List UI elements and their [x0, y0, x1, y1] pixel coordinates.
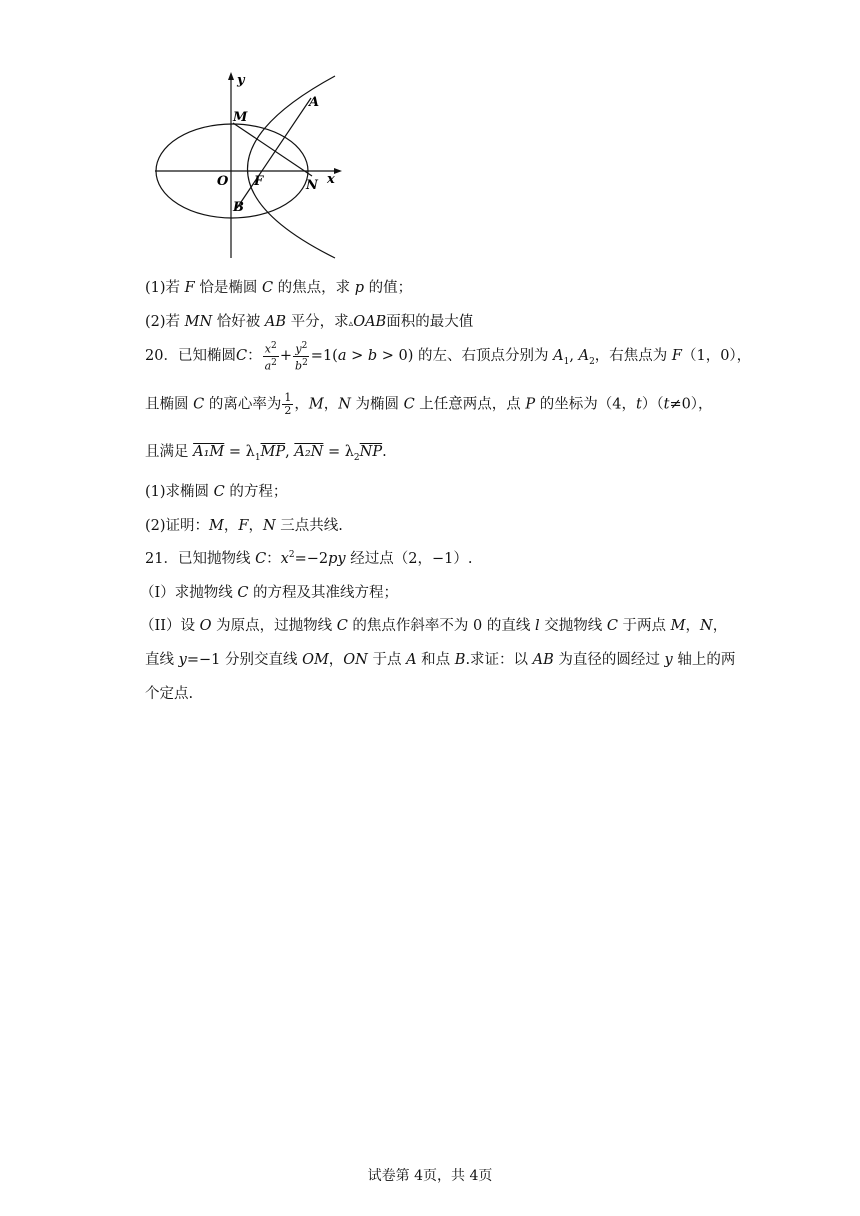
- q20-part1: (1)求椭圆 C 的方程；: [145, 484, 288, 500]
- fraction-y2-b2: $\frac{y^2}{b^2}$: [295, 341, 308, 373]
- label-b: B: [233, 200, 244, 215]
- q20-line3: 且满足 $A_1M = \lambda_1\overline{MP}$, $A_2N = \lambda_2\overline{NP}$.: [145, 444, 387, 463]
- q21-part2-line1: （II）设 O 为原点，过抛物线 C 的焦点作斜率不为 0 的直线 l 交抛物线 C 于两点 M，N，: [140, 618, 728, 634]
- label-f: F: [254, 174, 264, 189]
- q21-part2-line3: 个定点.: [145, 686, 194, 702]
- parabola: [248, 76, 336, 258]
- q20-line1: 20．已知椭圆C： $\frac{x^2}{a^2}$ + $\frac{y^2}{b^2}$ =1(a > b > 0) 的左、右顶点分别为 $A_1$, $A_2$，右焦点为 F（1，0），: [145, 341, 752, 373]
- fraction-one-half: $\frac{1}{2}$: [284, 391, 292, 417]
- q19-part1: (1)若 F 恰是椭圆 C 的焦点，求 p 的值；: [145, 280, 413, 296]
- label-n: N: [306, 178, 318, 193]
- q19-part2: (2)若 MN 恰好被 AB 平分，求▵OAB面积的最大值: [145, 314, 474, 330]
- y-axis-arrow: [228, 72, 234, 80]
- x-axis-arrow: [334, 168, 342, 174]
- label-x: x: [327, 172, 335, 187]
- label-y: y: [237, 73, 245, 88]
- page-footer: 试卷第 4页，共 4页: [367, 1168, 493, 1184]
- q20-part2: (2)证明：M，F，N 三点共线.: [145, 518, 343, 534]
- label-o: O: [217, 174, 229, 189]
- label-a: A: [309, 95, 320, 110]
- q21-part2-line2: 直线 y=−1 分别交直线 OM，ON 于点 A 和点 B.求证：以 AB 为直径的圆经过 y 轴上的两: [145, 652, 736, 668]
- label-m: M: [233, 110, 248, 125]
- fraction-x2-a2: $\frac{x^2}{a^2}$: [264, 341, 277, 373]
- geometry-figure: [145, 68, 355, 263]
- q21-part1: （I）求抛物线 C 的方程及其准线方程；: [140, 585, 399, 601]
- q20-line2: 且椭圆 C 的离心率为 $\frac{1}{2}$ ，M，N 为椭圆 C 上任意两点，点 P 的坐标为（4，t）（t≠0），: [145, 391, 713, 417]
- q21-line1: 21．已知抛物线 C：$x^2=-2py$ 经过点（2，−1）.: [145, 550, 473, 567]
